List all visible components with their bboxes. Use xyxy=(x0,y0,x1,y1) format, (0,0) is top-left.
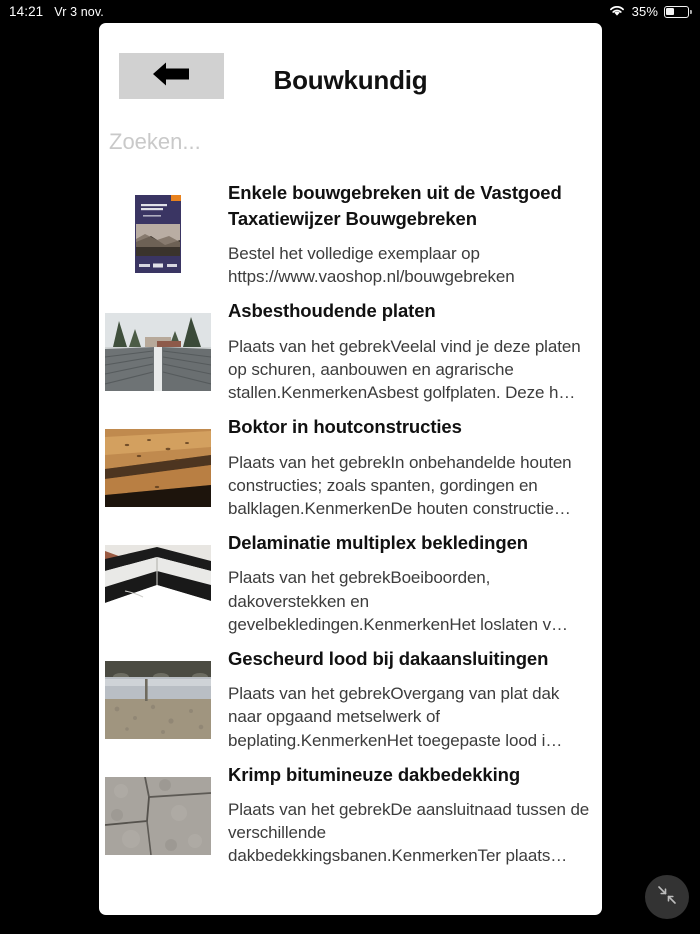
status-bar-left xyxy=(9,4,104,19)
list-item-thumbnail xyxy=(105,429,211,507)
photo-boeiboord-multiplex xyxy=(105,545,211,623)
list-item-thumbnail xyxy=(105,777,211,855)
list-item[interactable] xyxy=(99,523,602,636)
list-item-description: Plaats van het gebrekIn onbehandelde houten constructies; zoals spanten, gordingen en balklagen.KenmerkenDe houten constructie… xyxy=(228,452,572,518)
battery-percentage: 35% xyxy=(631,4,658,19)
list-item-body xyxy=(228,173,594,288)
wifi-icon xyxy=(608,4,626,20)
list-item[interactable] xyxy=(99,173,602,288)
list-item-title: Boktor in houtconstructies xyxy=(228,416,462,438)
collapse-floating-button[interactable] xyxy=(645,875,689,919)
list-item[interactable] xyxy=(99,755,602,868)
card-header xyxy=(99,23,602,118)
search-row xyxy=(99,118,602,165)
status-bar-right xyxy=(608,4,689,20)
photo-asbest-golfplaten-dak xyxy=(105,313,211,391)
page-title: Bouwkundig xyxy=(273,65,428,95)
list-item-thumbnail xyxy=(105,661,211,739)
collapse-arrows-icon xyxy=(655,883,679,912)
list-item[interactable] xyxy=(99,639,602,752)
list-item-body xyxy=(228,523,594,636)
list-item-title: Gescheurd lood bij dakaansluitingen xyxy=(228,647,549,669)
photo-lood-dakaansluiting xyxy=(105,661,211,739)
list-item-body xyxy=(228,291,594,404)
battery-icon xyxy=(664,6,689,18)
list-item[interactable] xyxy=(99,291,602,404)
defects-list xyxy=(99,165,602,867)
battery-fill xyxy=(666,8,674,15)
app-card xyxy=(99,23,602,915)
list-item-thumbnail xyxy=(105,313,211,391)
photo-bitumen-dakbedekking-krimp xyxy=(105,777,211,855)
list-item-description: Plaats van het gebrekBoeiboorden, dakoverstekken en gevelbekledingen.KenmerkenHet loslaten v… xyxy=(228,568,568,634)
list-item-thumbnail xyxy=(105,545,211,623)
photo-houten-balken-boktor xyxy=(105,429,211,507)
list-item-description: Plaats van het gebrekVeelal vind je deze platen op schuren, aanbouwen en agrarische stallen.KenmerkenAsbest golfplaten. Deze h… xyxy=(228,336,581,402)
list-item-title: Delaminatie multiplex bekledingen xyxy=(228,531,528,553)
list-item[interactable] xyxy=(99,407,602,520)
list-item-description: Plaats van het gebrekOvergang van plat dak naar opgaand metselwerk of beplating.KenmerkenHet toegepaste lood i… xyxy=(228,684,563,750)
status-bar xyxy=(0,0,700,23)
list-item-title: Enkele bouwgebreken uit de Vastgoed Taxatiewijzer Bouwgebreken xyxy=(228,182,562,229)
list-item-description: Plaats van het gebrekDe aansluitnaad tussen de verschillende dakbedekkingsbanen.KenmerkenTer plaats… xyxy=(228,800,590,866)
list-item-body xyxy=(228,755,594,868)
search-input[interactable] xyxy=(109,129,602,155)
status-date: Vr 3 nov. xyxy=(54,5,104,19)
list-item-description: Bestel het volledige exemplaar op https://www.vaoshop.nl/bouwgebreken xyxy=(228,244,515,287)
status-time: 14:21 xyxy=(9,4,44,19)
list-item-title: Asbesthoudende platen xyxy=(228,300,436,322)
list-item-body xyxy=(228,407,594,520)
book-cover-image xyxy=(105,195,211,273)
list-item-title: Krimp bitumineuze dakbedekking xyxy=(228,763,521,785)
list-item-thumbnail xyxy=(105,195,211,273)
list-item-body xyxy=(228,639,594,752)
